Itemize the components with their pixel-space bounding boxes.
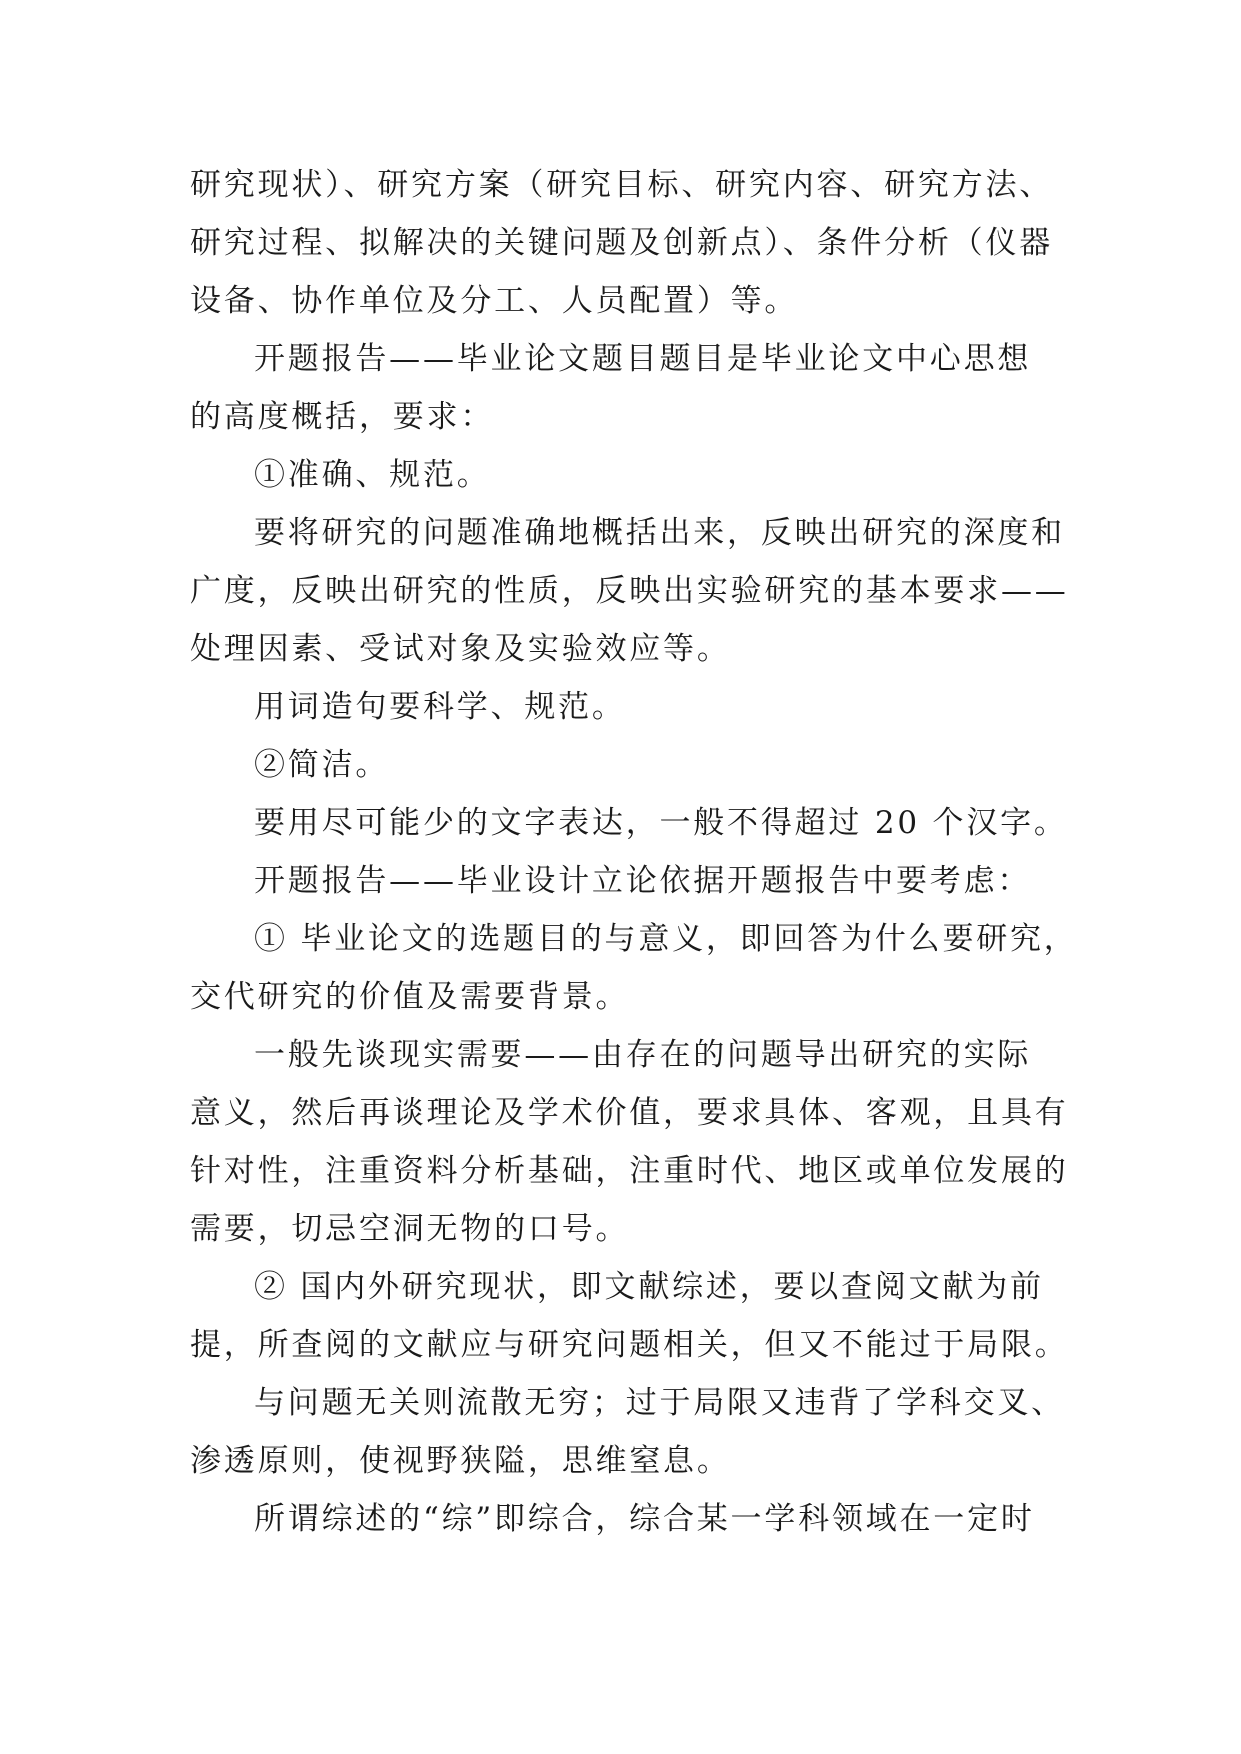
text-line: 提，所查阅的文献应与研究问题相关，但又不能过于局限。 [190, 1327, 1069, 1363]
text-line: 意义，然后再谈理论及学术价值，要求具体、客观，且具有 [190, 1095, 1069, 1131]
list-item-heading: ① 毕业论文的选题目的与意义，即回答为什么要研究， [254, 921, 1078, 957]
paragraph-start-line: 开题报告——毕业论文题目题目是毕业论文中心思想 [254, 341, 1032, 377]
text-line: 广度，反映出研究的性质，反映出实验研究的基本要求—— [190, 573, 1069, 609]
paragraph-start-line: 用词造句要科学、规范。 [254, 689, 626, 725]
list-item-heading: ①准确、规范。 [254, 457, 491, 493]
text-line: 需要，切忌空洞无物的口号。 [190, 1211, 630, 1247]
text-line: 针对性，注重资料分析基础，注重时代、地区或单位发展的 [190, 1153, 1069, 1189]
text-line: 处理因素、受试对象及实验效应等。 [190, 631, 731, 667]
text-line: 研究过程、拟解决的关键问题及创新点）、条件分析（仪器 [190, 225, 1054, 261]
list-item-heading: ②简洁。 [254, 747, 390, 783]
paragraph-start-line: 所谓综述的“综”即综合，综合某一学科领域在一定时 [254, 1501, 1035, 1537]
paragraph-start-line: 要用尽可能少的文字表达，一般不得超过 20 个汉字。 [254, 805, 1068, 841]
text-line: 的高度概括，要求： [190, 399, 495, 435]
paragraph-start-line: 开题报告——毕业设计立论依据开题报告中要考虑： [254, 863, 1032, 899]
document-body [190, 156, 1078, 1548]
paragraph-start-line: 与问题无关则流散无穷；过于局限又违背了学科交叉、 [254, 1385, 1065, 1421]
text-line: 研究现状）、研究方案（研究目标、研究内容、研究方法、 [190, 167, 1054, 203]
text-line: 设备、协作单位及分工、人员配置）等。 [190, 283, 799, 319]
paragraph-start-line: 一般先谈现实需要——由存在的问题导出研究的实际 [254, 1037, 1032, 1073]
text-line: 交代研究的价值及需要背景。 [190, 979, 630, 1015]
text-line: 渗透原则，使视野狭隘，思维窒息。 [190, 1443, 731, 1479]
list-item-heading: ② 国内外研究现状，即文献综述，要以查阅文献为前 [254, 1269, 1044, 1305]
paragraph-start-line: 要将研究的问题准确地概括出来，反映出研究的深度和 [254, 515, 1065, 551]
